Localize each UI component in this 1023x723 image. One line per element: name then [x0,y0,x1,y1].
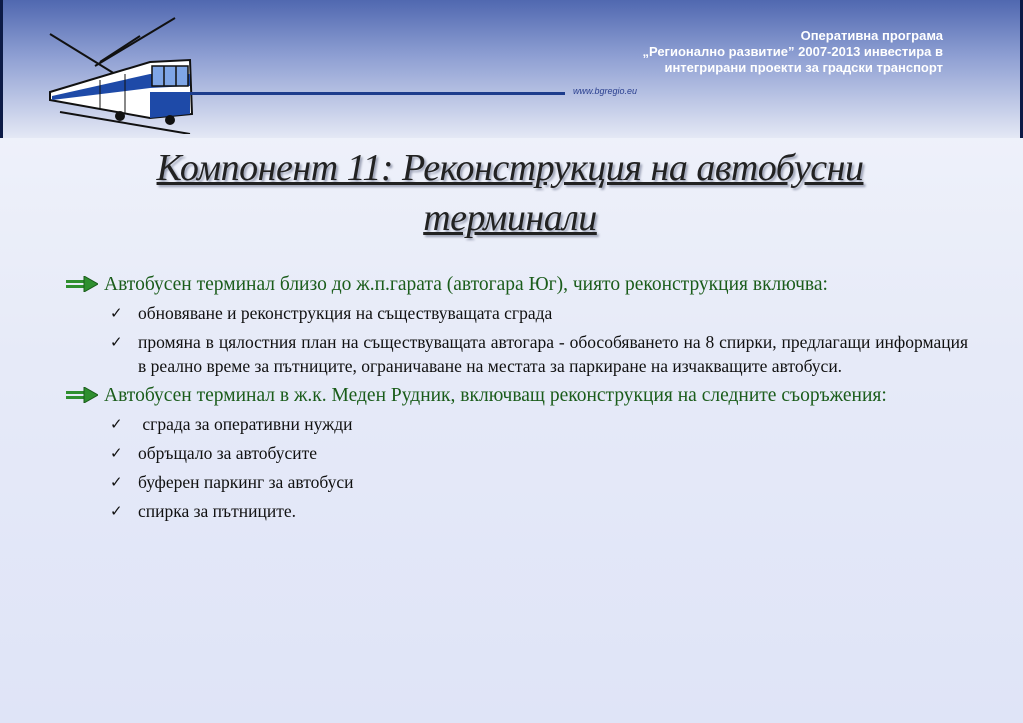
list-item [110,499,968,523]
tram-icon [40,14,230,134]
sub-list [66,412,968,523]
check-icon: ✓ [110,304,123,322]
arrow-right-icon [66,276,98,292]
list-item [110,441,968,465]
content-body [66,272,968,528]
check-icon: ✓ [110,415,123,433]
check-icon: ✓ [110,444,123,462]
list-item-text: буферен паркинг за автобуси [138,472,354,492]
check-icon: ✓ [110,502,123,520]
arrow-right-icon [66,387,98,403]
header-banner [0,0,1023,138]
list-item-text: промяна в цялостния план на съществуващата автогара - обособяването на 8 спирки, предлагащи информация в реално време за пътниците, ограничаване на местата за паркиране на изчакващите автобуси. [138,332,968,376]
program-line-2: „Регионално развитие” 2007-2013 инвестира в [642,44,943,59]
program-line-3: интегрирани проекти за градски транспорт [664,60,943,75]
check-icon: ✓ [110,333,123,351]
list-item [110,330,968,378]
list-item-text: обръщало за автобусите [138,443,318,463]
bullet-text: Автобусен терминал близо до ж.п.гарата (автогара Юг), чиято реконструкция включва: [104,274,828,295]
header-left-border [0,0,3,138]
list-item-text: сграда за оперативни нужди [138,414,353,434]
check-icon: ✓ [110,473,123,491]
bullet-text: Автобусен терминал в ж.к. Меден Рудник, включващ реконструкция на следните съоръжения: [104,385,887,406]
title-line-2: терминали [423,197,597,239]
title-line-1: Компонент 11: Реконструкция на автобусни [156,147,864,189]
sub-list [66,301,968,378]
program-line-1: Оперативна програма [800,28,943,43]
page-title [70,143,950,243]
website-url[interactable]: www.bgregio.eu [573,86,638,96]
list-item [110,412,968,436]
program-text [523,28,943,76]
list-item-text: обновяване и реконструкция на съществуващата сграда [138,303,553,323]
header-divider [190,92,565,95]
list-item-text: спирка за пътниците. [138,501,296,521]
list-item [110,470,968,494]
list-item [110,301,968,325]
bullet-item [66,383,968,408]
bullet-item [66,272,968,297]
